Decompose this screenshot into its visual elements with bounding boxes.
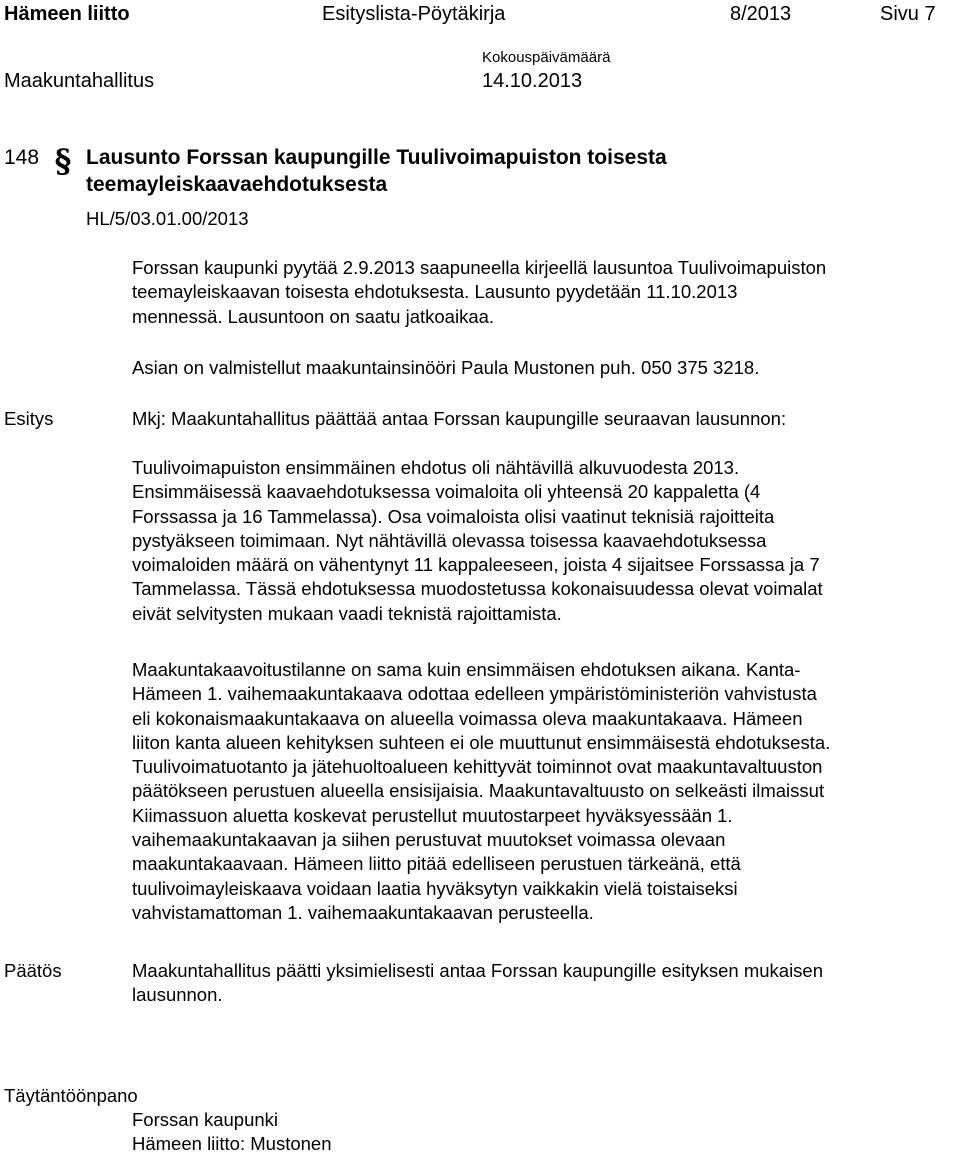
page-number: Sivu 7 [880,3,936,25]
decision-label: Päätös [4,960,62,981]
text-line: Tammelassa. Tässä ehdotuksessa muodostetussa kokonaisuudessa olevat voimalat [132,578,823,600]
execution-recipients [132,1108,957,1157]
org-name: Hämeen liitto [4,3,130,25]
text-line: vaihemaakuntakaavan ja siihen perustuvat muutokset voimassa olevaan [132,829,726,851]
text-line: voimaloiden määrä on vähentynyt 11 kappaleeseen, joista 4 sijaitsee Forssassa ja 7 [132,554,820,576]
text-line: Tuulivoimatuotanto ja jätehuoltoalueen kehittyvät toiminnot ovat maakuntavaltuuston [132,756,823,778]
text-line: lausunnon. [132,984,223,1006]
text-line: vahvistamattoman 1. vaihemaakuntakaavan perusteella. [132,901,594,923]
recipient: Hämeen liitto: Mustonen [132,1133,332,1155]
text-line: päätökseen perustuen alueella ensisijaisia. Maakuntavaltuusto on selkeästi ilmaissut [132,780,825,802]
preparer-paragraph [132,356,957,380]
section-sign-icon [50,142,76,178]
text-line: Forssassa ja 16 Tammelassa). Osa voimaloista olisi vaatinut teknisiä rajoitteita [132,505,775,527]
text-line: maakuntakaavaan. Hämeen liitto pitää edelliseen perustuen tärkeänä, että [132,853,741,875]
text-line: Maakuntahallitus päätti yksimielisesti antaa Forssan kaupungille esityksen mukaisen [132,960,824,981]
text-line: eivät selvitysten mukaan vaadi teknistä rajoittamista. [132,602,562,624]
intro-paragraph [132,256,957,329]
text-line: Forssan kaupunki pyytää 2.9.2013 saapuneella kirjeellä lausuntoa Tuulivoimapuiston [132,257,827,278]
text-line: Tuulivoimapuiston ensimmäinen ehdotus oli nähtävillä alkuvuodesta 2013. [132,457,740,478]
text-line: pystyäkseen toimimaan. Nyt nähtävillä olevassa toisessa kaavaehdotuksessa [132,529,767,551]
text-line: mennessä. Lausuntoon on saatu jatkoaikaa. [132,305,495,327]
text-line: Ensimmäisessä kaavaehdotuksessa voimaloita oli yhteensä 20 kappaletta (4 [132,481,761,503]
record-reference: HL/5/03.01.00/2013 [86,208,249,229]
text-line: tuulivoimayleiskaava voidaan laatia hyväksytyn vaikkakin vielä toistaiseksi [132,877,738,899]
statement-paragraph-1 [132,456,957,626]
text-line: teemayleiskaavan toisesta ehdotuksesta. Lausunto pyydetään 11.10.2013 [132,281,738,303]
body-name: Maakuntahallitus [4,70,155,92]
item-number: 148 [4,146,40,169]
issue-number: 8/2013 [730,3,792,25]
meeting-date: 14.10.2013 [482,70,583,92]
proposal-label: Esitys [4,408,54,429]
statement-paragraph-2 [132,658,957,925]
document-type: Esityslista-Pöytäkirja [322,3,506,25]
text-line: liiton kanta alueen kehityksen suhteen ei ole muuttunut ensimmäisestä ehdotuksesta. [132,731,831,753]
execution-label: Täytäntöönpano [4,1085,138,1106]
item-title-line-2: teemayleiskaavaehdotuksesta [86,173,388,196]
text-line: Maakuntakaavoitustilanne on sama kuin ensimmäisen ehdotuksen aikana. Kanta- [132,659,801,680]
meeting-date-label: Kokouspäivämäärä [482,49,611,66]
recipient: Forssan kaupunki [132,1109,279,1130]
text-line: Mkj: Maakuntahallitus päättää antaa Forssan kaupungille seuraavan lausunnon: [132,408,787,429]
text-line: Kiimassuon aluetta koskevat perustellut muutostarpeet hyväksyessään 1. [132,804,733,826]
text-line: eli kokonaismaakuntakaava on alueella voimassa oleva maakuntakaava. Hämeen [132,707,803,729]
text-line: Hämeen 1. vaihemaakuntakaava odottaa edelleen ympäristöministeriön vahvistusta [132,683,817,705]
proposal-text [132,407,957,431]
svg-text:§: § [54,142,72,178]
text-line: Asian on valmistellut maakuntainsinööri Paula Mustonen puh. 050 375 3218. [132,357,760,378]
item-title-line-1: Lausunto Forssan kaupungille Tuulivoimapuiston toisesta [86,146,667,169]
decision-text [132,959,957,1008]
